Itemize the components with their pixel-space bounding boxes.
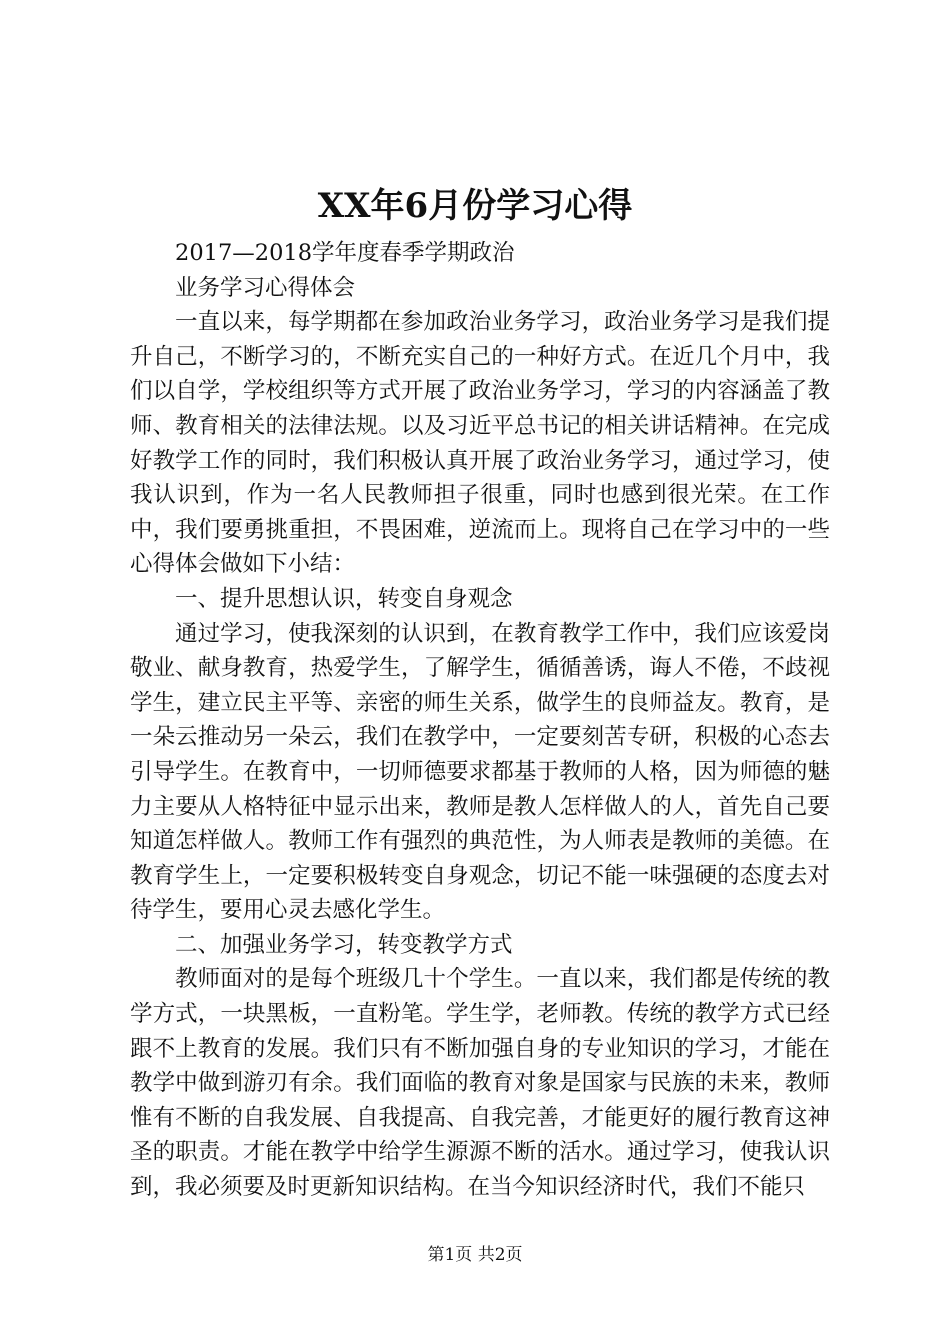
document-title: XX年6月份学习心得 <box>317 186 633 226</box>
paragraph-section-1: 通过学习，使我深刻的认识到，在教育教学工作中，我们应该爱岗敬业、献身教育，热爱学生，了解学生，循循善诱，诲人不倦，不歧视学生，建立民主平等、亲密的师生关系，做学生的良师益友。教育，是一朵云推动另一朵云，我们在教学中，一定要刻苦专研，积极的心态去引导学生。在教育中，一切师德要求都基于教师的人格，因为师德的魅力主要从人格特征中显示出来，教师是教人怎样做人的人，首先自己要知道怎样做人。教师工作有强烈的典范性，为人师表是教师的美德。在教育学生上，一定要积极转变自身观念，切记不能一味强硬的态度去对待学生，要用心灵去感化学生。 <box>130 620 830 924</box>
paragraph-section-2: 教师面对的是每个班级几十个学生。一直以来，我们都是传统的教学方式，一块黑板，一直粉笔。学生学，老师教。传统的教学方式已经跟不上教育的发展。我们只有不断加强自身的专业知识的学习，才能在教学中做到游刃有余。我们面临的教育对象是国家与民族的未来，教师惟有不断的自我发展、自我提高、自我完善，才能更好的履行教育这神圣的职责。才能在教学中给学生源源不断的活水。通过学习，使我认识到，我必须要及时更新知识结构。在当今知识经济时代，我们不能只 <box>130 966 830 1201</box>
subtitle-line-1: 2017—2018学年度春季学期政治 <box>175 240 515 266</box>
page-footer: 第1页 共2页 <box>427 1245 523 1265</box>
section-heading-2: 二、加强业务学习，转变教学方式 <box>175 931 513 958</box>
document-body <box>130 236 830 1205</box>
section-heading-1: 一、提升思想认识，转变自身观念 <box>175 585 513 612</box>
paragraph-intro: 一直以来，每学期都在参加政治业务学习，政治业务学习是我们提升自己，不断学习的，不断充实自己的一种好方式。在近几个月中，我们以自学，学校组织等方式开展了政治业务学习，学习的内容涵盖了教师、教育相关的法律法规。以及习近平总书记的相关讲话精神。在完成好教学工作的同时，我们积极认真开展了政治业务学习，通过学习，使我认识到，作为一名人民教师担子很重，同时也感到很光荣。在工作中，我们要勇挑重担，不畏困难，逆流而上。现将自己在学习中的一些心得体会做如下小结： <box>130 309 830 578</box>
subtitle-line-2: 业务学习心得体会 <box>175 274 356 301</box>
